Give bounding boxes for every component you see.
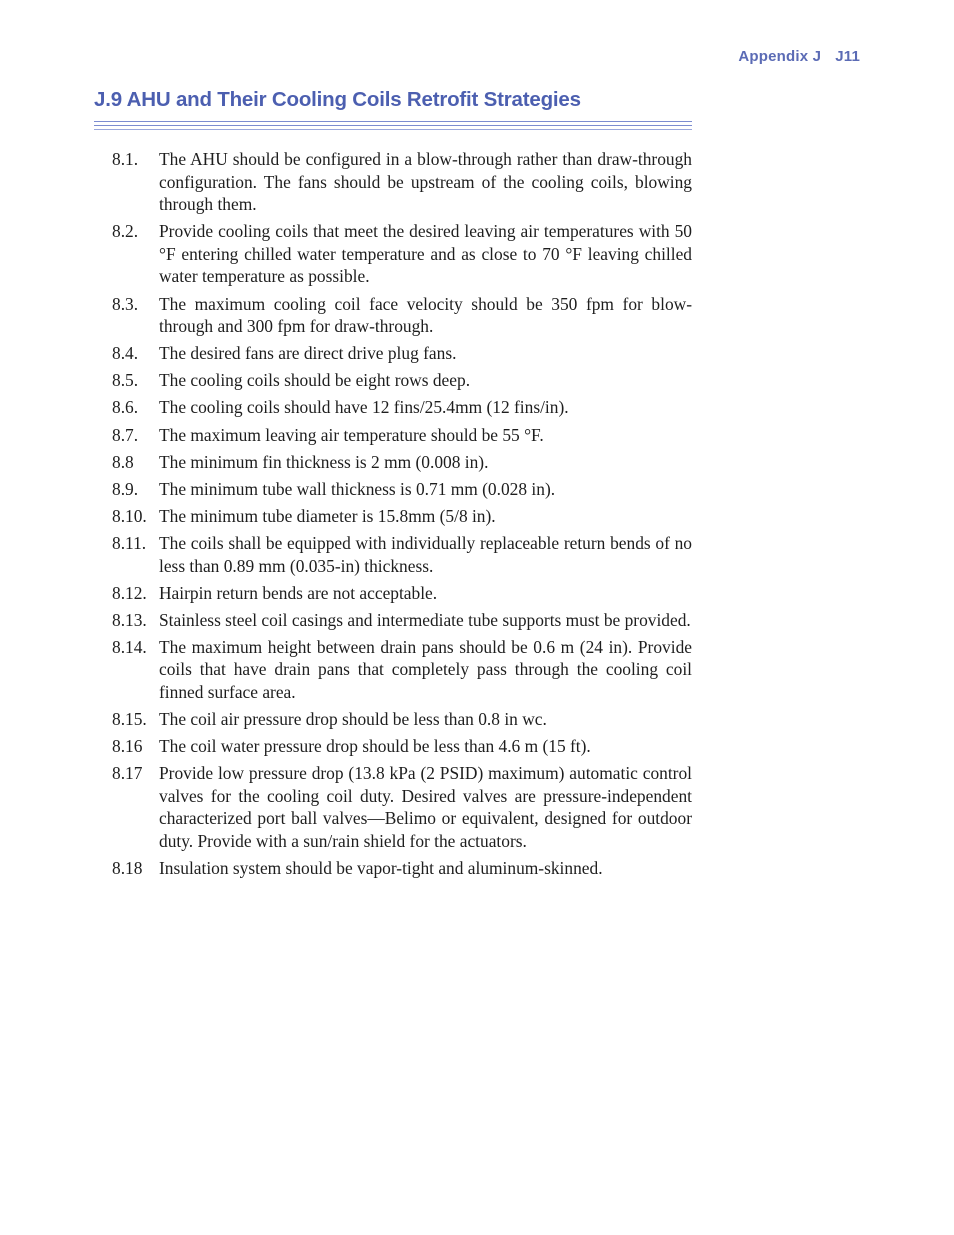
item-number: 8.2. — [112, 221, 139, 242]
item-text: The coil air pressure drop should be less than 0.8 in wc. — [159, 709, 547, 730]
item-number: 8.8 — [112, 451, 134, 472]
list-item — [112, 293, 692, 338]
item-number: 8.11. — [112, 532, 147, 553]
item-text: Insulation system should be vapor-tight and aluminum-skinned. — [159, 858, 603, 879]
title-rule — [94, 125, 692, 126]
item-number: 8.7. — [112, 424, 139, 445]
list-item — [112, 532, 692, 577]
strategy-list — [112, 148, 692, 884]
list-item — [112, 762, 692, 852]
item-number: 8.12. — [112, 582, 147, 603]
item-number: 8.1. — [112, 149, 139, 169]
list-item — [112, 505, 692, 528]
list-item — [112, 369, 692, 392]
list-item — [112, 220, 692, 288]
item-number: 8.16 — [112, 736, 143, 757]
item-text: The maximum leaving air temperature should be 55 °F. — [159, 424, 544, 445]
item-text: The maximum cooling coil face velocity should be 350 fpm for blow-through and 300 fpm for draw-through. — [159, 293, 692, 337]
list-item — [112, 342, 692, 365]
list-item — [112, 148, 692, 216]
item-number: 8.17 — [112, 763, 143, 784]
item-text: Hairpin return bends are not acceptable. — [159, 582, 438, 603]
list-item — [112, 396, 692, 419]
item-number: 8.13. — [112, 609, 147, 630]
list-item — [112, 735, 692, 758]
item-number: 8.3. — [112, 293, 139, 314]
item-number: 8.18 — [112, 858, 143, 879]
item-number: 8.9. — [112, 478, 139, 499]
item-text: The minimum tube diameter is 15.8mm (5/8 in). — [159, 505, 496, 526]
list-item — [112, 708, 692, 731]
title-rule — [94, 129, 692, 130]
item-text: The maximum height between drain pans should be 0.6 m (24 in). Provide coils that have drain pans that completely pass through the cooling coil finned surface area. — [159, 636, 692, 702]
item-number: 8.6. — [112, 397, 139, 418]
list-item — [112, 478, 692, 501]
item-text: The AHU should be configured in a blow-through rather than draw-through configuration. The fans should be upstream of the cooling coils, blowing through them. — [159, 149, 692, 215]
page-number: J11 — [835, 48, 860, 65]
list-item — [112, 451, 692, 474]
title-rule — [94, 121, 692, 122]
item-text: The coil water pressure drop should be less than 4.6 m (15 ft). — [159, 736, 591, 757]
running-head-label: Appendix J — [738, 48, 822, 65]
running-head — [738, 48, 860, 65]
item-number: 8.15. — [112, 709, 147, 730]
list-item — [112, 636, 692, 704]
item-number: 8.4. — [112, 343, 139, 364]
list-item — [112, 582, 692, 605]
list-item — [112, 609, 692, 632]
item-text: The desired fans are direct drive plug fans. — [159, 343, 457, 364]
item-text: The cooling coils should be eight rows deep. — [159, 370, 471, 391]
item-number: 8.10. — [112, 505, 147, 526]
item-text: Stainless steel coil casings and intermediate tube supports must be provided. — [159, 609, 691, 630]
item-text: The minimum fin thickness is 2 mm (0.008 in). — [159, 451, 489, 472]
list-item — [112, 857, 692, 880]
item-number: 8.5. — [112, 370, 139, 391]
section-title: J.9 AHU and Their Cooling Coils Retrofit Strategies — [94, 88, 581, 111]
list-item — [112, 424, 692, 447]
item-number: 8.14. — [112, 636, 147, 657]
item-text: The minimum tube wall thickness is 0.71 mm (0.028 in). — [159, 478, 556, 499]
item-text: Provide low pressure drop (13.8 kPa (2 PSID) maximum) automatic control valves for the cooling coil duty. Desired valves are pressure-independent characterized port ball valves—Belimo or equivalent, designed for outdoor duty. Provide with a sun/rain shield for the actuators. — [159, 763, 692, 852]
item-text: The coils shall be equipped with individually replaceable return bends of no less than 0.89 mm (0.035-in) thickness. — [159, 532, 692, 576]
item-text: Provide cooling coils that meet the desired leaving air temperatures with 50 °F entering chilled water temperature and as close to 70 °F leaving chilled water temperature as possible. — [159, 221, 692, 287]
item-text: The cooling coils should have 12 fins/25.4mm (12 fins/in). — [159, 397, 569, 418]
